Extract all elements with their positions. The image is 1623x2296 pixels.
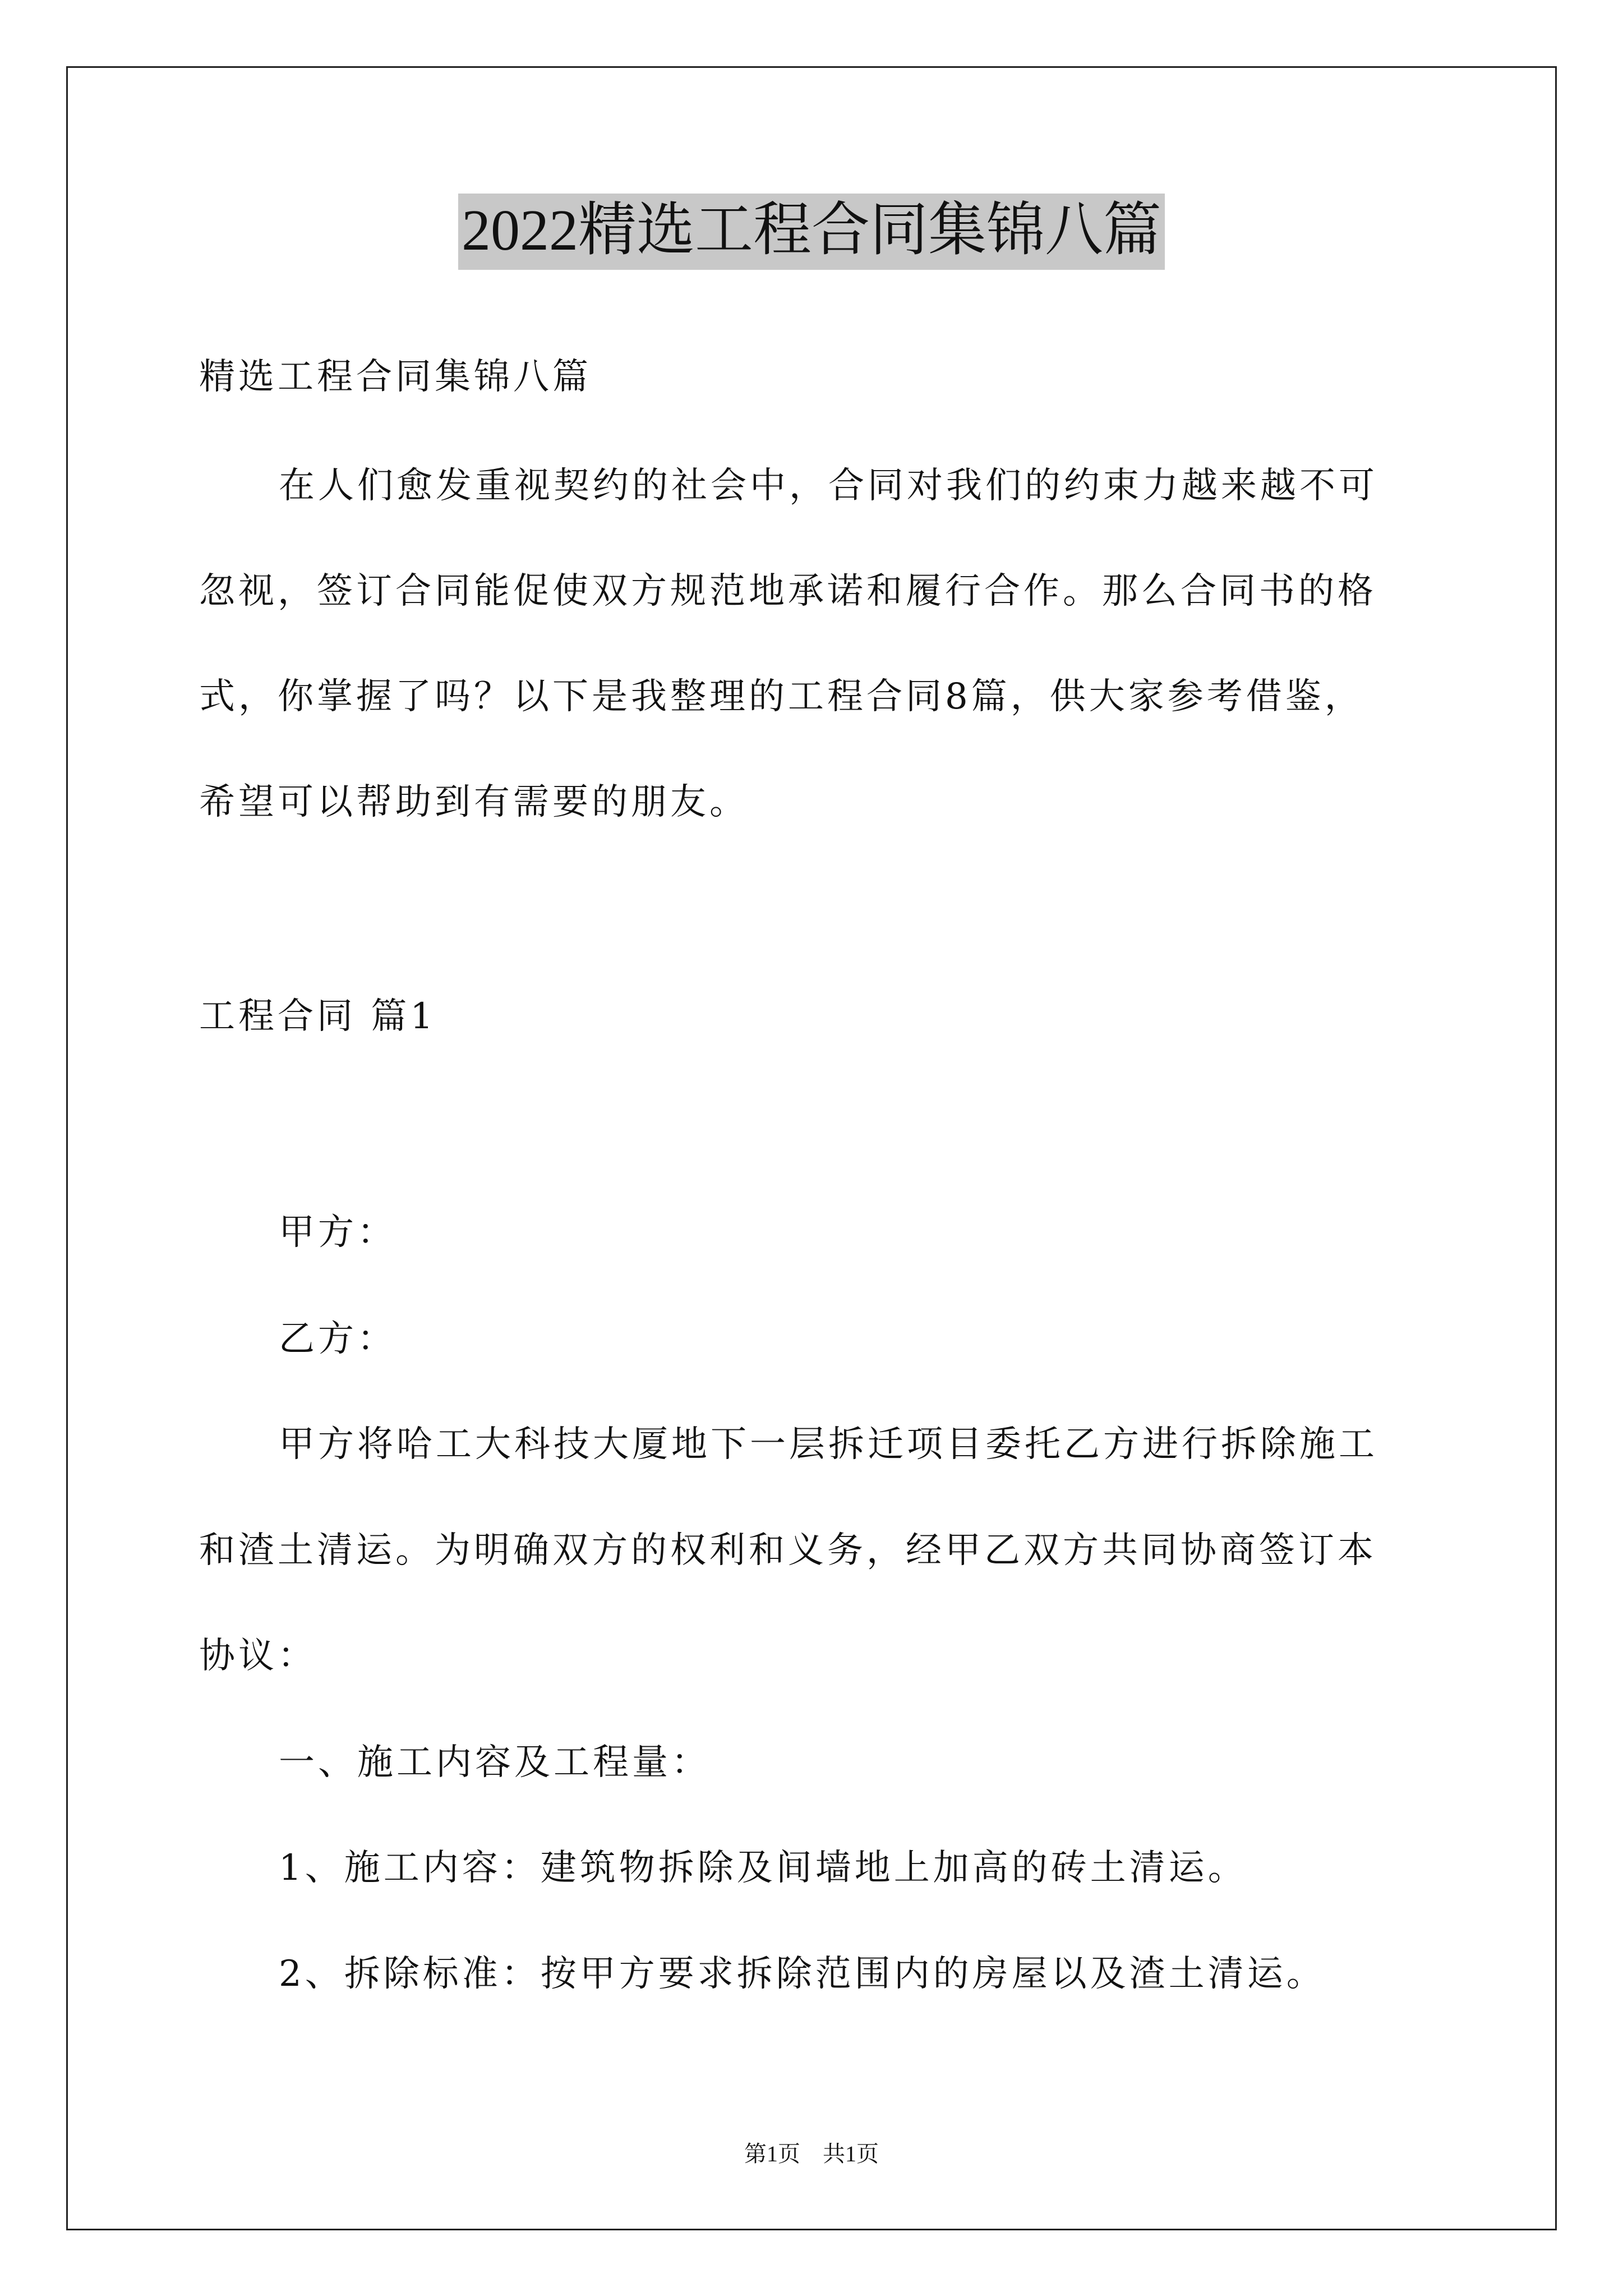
clause-item: 2、拆除标准：按甲方要求拆除范围内的房屋以及渣土清运。 [279, 1953, 1326, 1995]
section-heading: 工程合同 篇1 [199, 996, 437, 1037]
body-line: 甲方将哈工大科技大厦地下一层拆迁项目委托乙方进行拆除施工 [279, 1424, 1378, 1465]
document-title-text: 2022精选工程合同集锦八篇 [458, 194, 1165, 270]
clause-heading: 一、施工内容及工程量： [279, 1742, 711, 1783]
party-b-label: 乙方： [279, 1318, 396, 1360]
intro-line: 忽视，签订合同能促使双方规范地承诺和履行合作。那么合同书的格 [199, 570, 1377, 612]
party-a-label: 甲方： [279, 1212, 396, 1253]
intro-line: 式，你掌握了吗？以下是我整理的工程合同8篇，供大家参考借鉴， [199, 676, 1364, 717]
document-title [0, 194, 1623, 270]
body-line: 协议： [199, 1635, 317, 1677]
clause-item: 1、施工内容：建筑物拆除及间墙地上加高的砖土清运。 [279, 1847, 1247, 1889]
document-subtitle: 精选工程合同集锦八篇 [199, 356, 592, 398]
body-line: 和渣土清运。为明确双方的权利和义务，经甲乙双方共同协商签订本 [199, 1530, 1377, 1571]
intro-line: 希望可以帮助到有需要的朋友。 [199, 781, 749, 823]
page-footer: 第1页 共1页 [744, 2141, 879, 2166]
intro-line: 在人们愈发重视契约的社会中，合同对我们的约束力越来越不可 [279, 465, 1378, 507]
